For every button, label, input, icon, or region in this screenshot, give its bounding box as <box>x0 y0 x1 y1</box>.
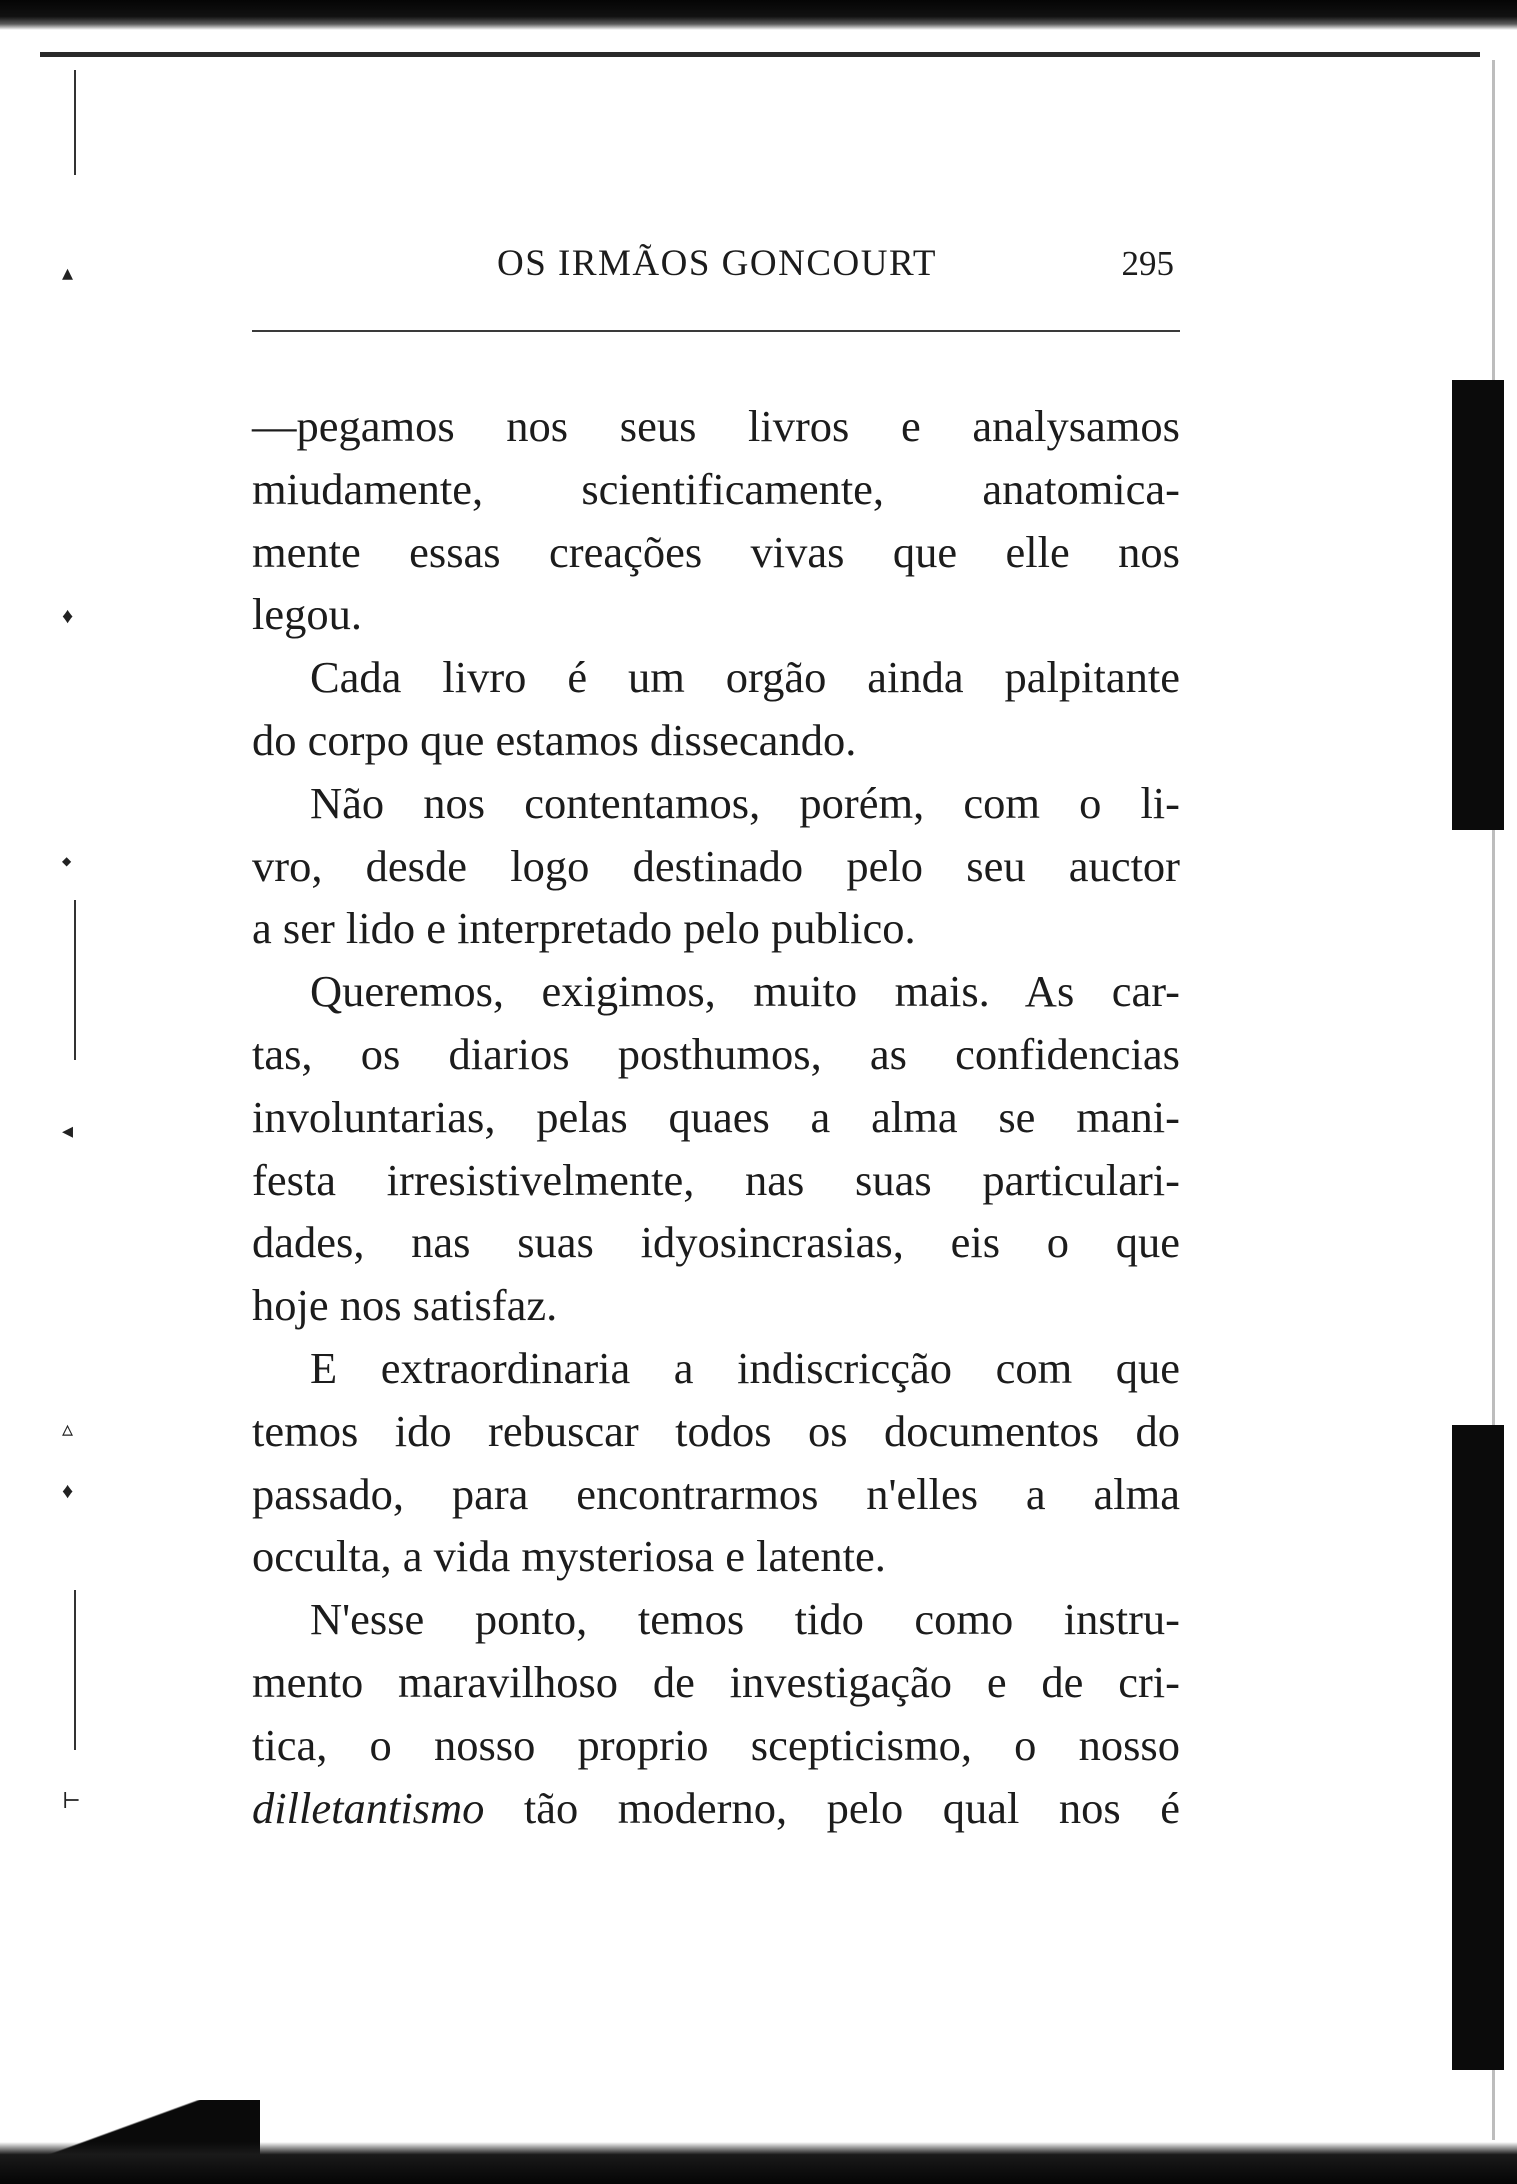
text-line: —pegamos nos seus livros e analysamos <box>252 401 1180 451</box>
text-line: hoje nos satisfaz. <box>252 1280 558 1331</box>
text-line: miudamente, scientificamente, anatomica- <box>252 463 1180 514</box>
margin-speck: ▴ <box>62 260 74 285</box>
italic-word: dilletantismo <box>252 1782 485 1833</box>
text-line: involuntarias, pelas quaes a alma se mani- <box>252 1091 1180 1142</box>
margin-speck: ♦ <box>62 1478 74 1503</box>
scan-right-shadow-upper <box>1452 380 1504 830</box>
text-line-rest: tão moderno, pelo qual nos é <box>484 1782 1180 1833</box>
text-line: mento maravilhoso de investigação e de cri- <box>252 1656 1180 1707</box>
text-line: festa irresistivelmente, nas suas particulari- <box>252 1154 1180 1205</box>
text-line: do corpo que estamos dissecando. <box>252 714 857 765</box>
text-line: tica, o nosso proprio scepticismo, o nosso <box>252 1719 1180 1770</box>
text-line: Cada livro é um orgão ainda palpitante <box>310 652 1180 703</box>
margin-rule <box>74 70 76 175</box>
text-line: dades, nas suas idyosincrasias, eis o que <box>252 1217 1180 1268</box>
body-text <box>252 395 1180 1839</box>
scan-top-line <box>40 52 1480 57</box>
text-line: temos ido rebuscar todos os documentos do <box>252 1405 1180 1456</box>
margin-speck: ◆ <box>62 854 72 868</box>
text-line: a ser lido e interpretado pelo publico. <box>252 903 916 954</box>
text-line: passado, para encontrarmos n'elles a alma <box>252 1468 1180 1519</box>
margin-rule <box>74 1590 76 1750</box>
text-line: occulta, a vida mysteriosa e latente. <box>252 1531 886 1582</box>
margin-speck: ⊢ <box>62 1788 81 1813</box>
text-line: E extraordinaria a indiscricção com que <box>310 1342 1180 1393</box>
scan-top-edge <box>0 0 1517 30</box>
running-header <box>252 242 1182 292</box>
text-line: Não nos contentamos, porém, com o li- <box>310 777 1180 828</box>
header-rule <box>252 330 1180 332</box>
scan-bottom-edge <box>0 2142 1517 2184</box>
text-line-last <box>252 1777 1180 1840</box>
margin-speck: ♦ <box>62 603 74 628</box>
text-line: tas, os diarios posthumos, as confidencias <box>252 1028 1180 1079</box>
running-title: OS IRMÃOS GONCOURT <box>496 243 938 284</box>
margin-rule <box>74 900 76 1060</box>
margin-speck: ▵ <box>62 1416 74 1441</box>
text-line: vro, desde logo destinado pelo seu auctor <box>252 840 1180 891</box>
page-number: 295 <box>1121 244 1174 283</box>
text-line: legou. <box>252 589 362 640</box>
text-line: mente essas creações vivas que elle nos <box>252 526 1180 577</box>
margin-speck: ◂ <box>62 1118 74 1143</box>
text-line: Queremos, exigimos, muito mais. As car- <box>310 966 1180 1017</box>
scan-right-shadow-lower <box>1452 1425 1504 2070</box>
text-line: N'esse ponto, temos tido como instru- <box>310 1594 1180 1645</box>
